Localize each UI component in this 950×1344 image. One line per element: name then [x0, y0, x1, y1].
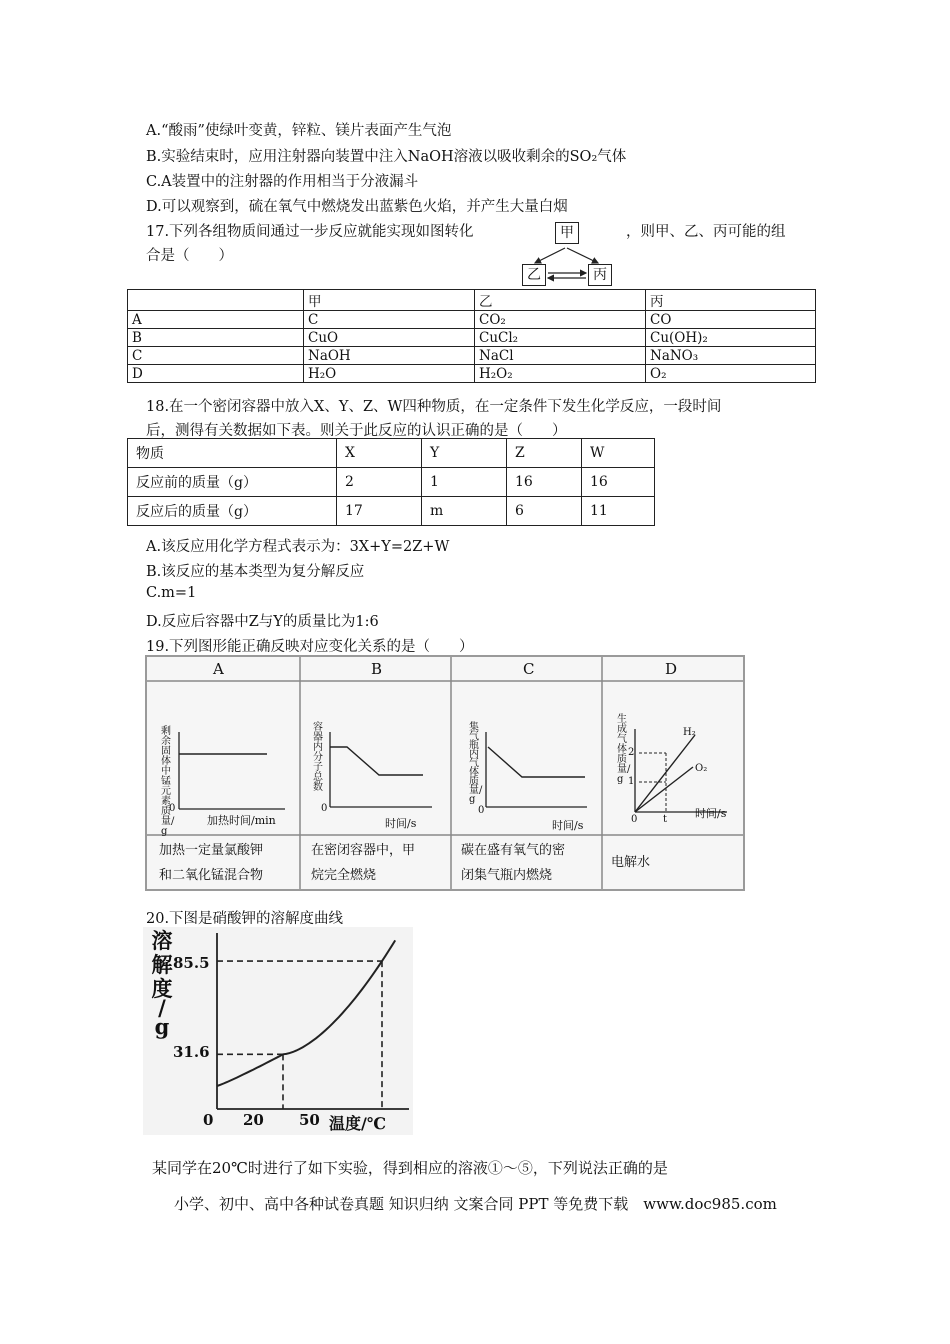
table-cell: NaCl: [475, 347, 646, 365]
page-footer: 小学、初中、高中各种试卷真题 知识归纳 文案合同 PPT 等免费下载 www.doc985.com: [174, 1195, 777, 1213]
panel-d-xlabel: 时间/s: [695, 807, 727, 820]
q19-figure: [145, 655, 745, 891]
q18-stem-line2: 后，测得有关数据如下表。则关于此反应的认识正确的是（ ）: [146, 423, 567, 439]
panel-d-series-h2: H₂: [683, 727, 696, 738]
q16-option-c: C.A装置中的注射器的作用相当于分液漏斗: [146, 174, 419, 190]
panel-c-letter: C: [523, 660, 535, 678]
ylabel-char: g: [154, 1014, 170, 1039]
q18-option-a: A.该反应用化学方程式表示为：3X+Y=2Z+W: [146, 539, 450, 555]
table-row: [128, 329, 816, 347]
panel-d-origin: 0: [631, 814, 638, 825]
x-tick-label: 50: [299, 1111, 320, 1129]
panel-a-xlabel: 加热时间/min: [207, 814, 276, 827]
table-cell: 17: [337, 497, 422, 526]
table-cell: C: [128, 347, 304, 365]
table-header: 物质: [128, 439, 337, 468]
table-cell: m: [422, 497, 507, 526]
q17-table: [127, 289, 816, 383]
panel-b-letter: B: [371, 660, 383, 678]
table-row: [128, 468, 655, 497]
table-cell: 反应后的质量（g）: [128, 497, 337, 526]
x-tick-label: 20: [243, 1111, 264, 1129]
table-cell: 16: [507, 468, 582, 497]
table-cell: CO: [646, 311, 816, 329]
solubility-curve: [217, 940, 395, 1086]
table-header: Z: [507, 439, 582, 468]
table-cell: O₂: [646, 365, 816, 383]
q17-stem-part1: 17.下列各组物质间通过一步反应就能实现如图转化: [146, 224, 474, 240]
x-axis-label: 温度/℃: [329, 1114, 387, 1133]
panel-b-caption-1: 在密闭容器中，甲: [311, 843, 416, 858]
y-tick-label: 85.5: [173, 954, 210, 972]
panel-a-origin: 0: [169, 803, 176, 814]
origin-label: 0: [203, 1111, 214, 1129]
ylabel-char: /: [158, 995, 166, 1020]
table-cell: 11: [582, 497, 655, 526]
q19-stem: 19.下列图形能正确反映对应变化关系的是（ ）: [146, 639, 474, 655]
table-cell: 16: [582, 468, 655, 497]
panel-c-ylabel: 集气瓶内气体质量/g: [469, 722, 483, 805]
table-cell: 2: [337, 468, 422, 497]
q17-stem-part3: 合是（ ）: [146, 248, 233, 264]
panel-d-tick-2: 2: [628, 747, 635, 758]
ylabel-char: 溶: [151, 928, 173, 953]
panel-c-origin: 0: [478, 805, 485, 816]
table-cell: H₂O₂: [475, 365, 646, 383]
table-cell: A: [128, 311, 304, 329]
table-cell: D: [128, 365, 304, 383]
panel-b-caption-2: 烷完全燃烧: [311, 868, 377, 883]
table-row: [128, 365, 816, 383]
table-row: [128, 290, 816, 311]
q17-stem-part2: ，则甲、乙、丙可能的组: [626, 224, 786, 240]
table-cell: 6: [507, 497, 582, 526]
table-cell: 反应前的质量（g）: [128, 468, 337, 497]
q16-option-b: B.实验结束时，应用注射器向装置中注入NaOH溶液以吸收剩余的SO₂气体: [146, 149, 627, 165]
panel-d-series-o2: O₂: [695, 763, 708, 774]
q16-option-d: D.可以观察到，硫在氧气中燃烧发出蓝紫色火焰，并产生大量白烟: [146, 199, 568, 215]
q20-ylabel: [150, 929, 174, 1039]
y-tick-label: 31.6: [173, 1043, 210, 1061]
diagram-arrows: [520, 240, 620, 290]
q20-stem: 20.下图是硝酸钾的溶解度曲线: [146, 911, 344, 927]
table-cell: 1: [422, 468, 507, 497]
q18-option-d: D.反应后容器中Z与Y的质量比为1:6: [146, 614, 379, 630]
diagram-node-jia: 甲: [555, 222, 579, 244]
panel-c-xlabel: 时间/s: [552, 819, 584, 832]
diagram-node-yi: 乙: [522, 264, 546, 286]
table-header: X: [337, 439, 422, 468]
table-header: [128, 290, 304, 311]
ylabel-char: 度: [151, 976, 173, 1001]
table-row: [128, 497, 655, 526]
panel-d-ylabel: 生成气体质量/g: [617, 714, 631, 785]
table-row: [128, 347, 816, 365]
panel-d-tick-1: 1: [628, 776, 635, 787]
q18-option-c: C.m=1: [146, 585, 197, 601]
q20-chart: [143, 927, 413, 1135]
panel-d-letter: D: [665, 660, 678, 678]
q18-stem-line1: 18.在一个密闭容器中放入X、Y、Z、W四种物质，在一定条件下发生化学反应，一段时间: [146, 399, 722, 415]
table-header: 乙: [475, 290, 646, 311]
table-cell: NaOH: [304, 347, 475, 365]
table-header: W: [582, 439, 655, 468]
q16-option-a: A.“酸雨”使绿叶变黄，锌粒、镁片表面产生气泡: [146, 123, 452, 139]
panel-d-tick-t: t: [663, 814, 668, 825]
table-cell: CO₂: [475, 311, 646, 329]
table-cell: CuCl₂: [475, 329, 646, 347]
panel-d-caption-1: 电解水: [611, 855, 651, 870]
panel-b-xlabel: 时间/s: [385, 817, 417, 830]
table-cell: H₂O: [304, 365, 475, 383]
table-cell: C: [304, 311, 475, 329]
q18-option-b: B.该反应的基本类型为复分解反应: [146, 564, 365, 580]
panel-a-caption-2: 和二氧化锰混合物: [159, 868, 264, 883]
table-header: 丙: [646, 290, 816, 311]
table-row: [128, 439, 655, 468]
table-cell: NaNO₃: [646, 347, 816, 365]
panel-a-letter: A: [213, 660, 224, 678]
panel-c-caption-1: 碳在盛有氧气的密: [461, 843, 566, 858]
ylabel-char: 解: [151, 952, 173, 977]
panel-c-caption-2: 闭集气瓶内燃烧: [461, 868, 553, 883]
panel-a-caption-1: 加热一定量氯酸钾: [159, 843, 264, 858]
panel-b-origin: 0: [321, 803, 328, 814]
panel-a-ylabel: 剩余固体中锰元素质量/g: [161, 726, 175, 837]
table-cell: B: [128, 329, 304, 347]
panel-b-ylabel: 容器内分子总数: [313, 722, 323, 793]
q18-table: [127, 438, 655, 526]
table-cell: CuO: [304, 329, 475, 347]
table-cell: Cu(OH)₂: [646, 329, 816, 347]
table-row: [128, 311, 816, 329]
table-header: 甲: [304, 290, 475, 311]
table-header: Y: [422, 439, 507, 468]
q20-followup: 某同学在20℃时进行了如下实验，得到相应的溶液①～⑤，下列说法正确的是: [152, 1159, 668, 1177]
diagram-node-bing: 丙: [588, 264, 612, 286]
